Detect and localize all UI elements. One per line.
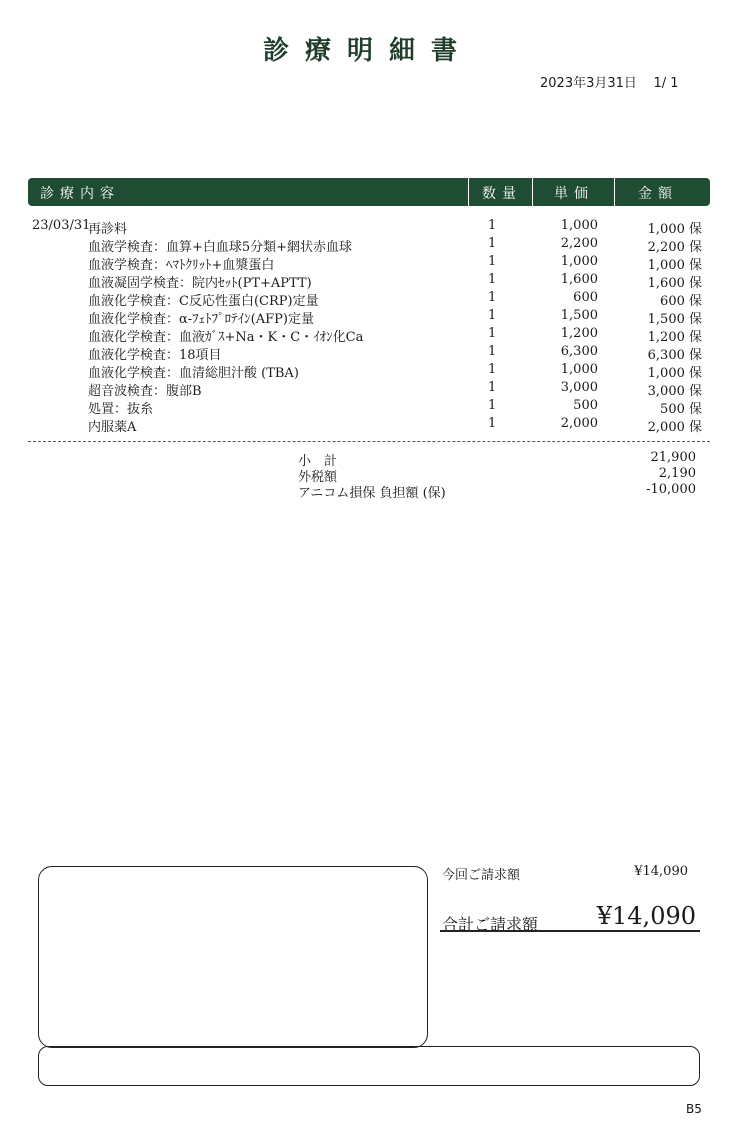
row-description: 内服薬A [88,420,137,435]
insurance-value: -10,000 [646,482,696,497]
row-description: 処置：抜糸 [88,402,154,417]
row-quantity: 1 [488,398,497,413]
row-quantity: 1 [488,380,497,395]
row-quantity: 1 [488,416,497,431]
tax-value: 2,190 [658,466,696,481]
page-number: 1/ 1 [653,76,679,91]
row-unit-price: 1,200 [560,326,598,341]
row-description: 血液化学検査：血液ｶﾞｽ+Na・K・C・ｲｵﾝ化Ca [88,330,364,345]
row-quantity: 1 [488,236,497,251]
summary-row [0,482,736,500]
paper-size-mark: B5 [686,1102,702,1116]
header-description: 診療内容 [40,186,120,202]
row-description: 血液学検査：ﾍﾏﾄｸﾘｯﾄ+血漿蛋白 [88,258,275,273]
table-row [0,380,736,398]
row-unit-price: 1,000 [560,254,598,269]
memo-box [38,866,428,1048]
table-row [0,344,736,362]
table-row [0,218,736,236]
row-amount: 6,300 保 [647,348,702,363]
row-quantity: 1 [488,272,497,287]
row-amount: 2,200 保 [647,240,702,255]
row-description: 超音波検査：腹部B [88,384,202,399]
table-header-bar [28,178,710,206]
row-unit-price: 1,000 [560,362,598,377]
row-amount: 600 保 [660,294,702,309]
total-label: 合計ご請求額 [442,915,539,934]
subtotal-value: 21,900 [650,450,696,465]
tax-label: 外税額 [298,470,338,485]
row-unit-price: 6,300 [560,344,598,359]
header-divider [468,178,469,206]
row-description: 血液化学検査：C反応性蛋白(CRP)定量 [88,294,319,309]
insurance-label: アニコム損保 負担額 (保) [298,486,446,501]
row-amount: 1,000 保 [647,366,702,381]
row-quantity: 1 [488,308,497,323]
row-amount: 1,000 保 [647,258,702,273]
table-row [0,398,736,416]
table-row [0,308,736,326]
row-description: 血液学検査：血算+白血球5分類+網状赤血球 [88,240,353,255]
note-box [38,1046,700,1086]
row-unit-price: 2,000 [560,416,598,431]
date-line [540,72,679,91]
header-unit-price: 単価 [554,186,594,202]
row-unit-price: 1,500 [560,308,598,323]
row-unit-price: 3,000 [560,380,598,395]
row-unit-price: 1,000 [560,218,598,233]
row-amount: 1,000 保 [647,222,702,237]
row-unit-price: 1,600 [560,272,598,287]
this-bill-value: ¥14,090 [634,864,688,879]
issue-date: 2023年3月31日 [540,76,637,91]
row-quantity: 1 [488,326,497,341]
table-row [0,326,736,344]
table-row [0,416,736,434]
row-amount: 1,500 保 [647,312,702,327]
row-amount: 1,200 保 [647,330,702,345]
row-amount: 2,000 保 [647,420,702,435]
row-quantity: 1 [488,344,497,359]
row-date: 23/03/31 [32,218,91,233]
header-amount: 金額 [638,186,678,202]
document-title: 診療明細書 [262,36,473,66]
header-quantity: 数量 [482,186,522,202]
header-divider [614,178,615,206]
row-amount: 3,000 保 [647,384,702,399]
table-row [0,254,736,272]
row-unit-price: 500 [573,398,598,413]
row-description: 再診料 [88,222,128,237]
row-description: 血液凝固学検査：院内ｾｯﾄ(PT+APTT) [88,276,312,291]
row-quantity: 1 [488,254,497,269]
row-description: 血液化学検査：血清総胆汁酸 (TBA) [88,366,299,381]
row-description: 血液化学検査：18項目 [88,348,222,363]
header-divider [532,178,533,206]
row-unit-price: 2,200 [560,236,598,251]
row-description: 血液化学検査：α-ﾌｪﾄﾌﾟﾛﾃｲﾝ(AFP)定量 [88,312,314,327]
table-row [0,272,736,290]
dotted-divider [28,441,710,442]
total-underline [440,930,700,932]
row-unit-price: 600 [573,290,598,305]
table-row [0,236,736,254]
row-amount: 1,600 保 [647,276,702,291]
this-bill-label: 今回ご請求額 [442,868,521,883]
table-row [0,362,736,380]
table-row [0,290,736,308]
row-quantity: 1 [488,290,497,305]
row-quantity: 1 [488,218,497,233]
row-quantity: 1 [488,362,497,377]
total-value: ¥14,090 [596,902,696,930]
row-amount: 500 保 [660,402,702,417]
subtotal-label: 小 計 [298,454,338,469]
